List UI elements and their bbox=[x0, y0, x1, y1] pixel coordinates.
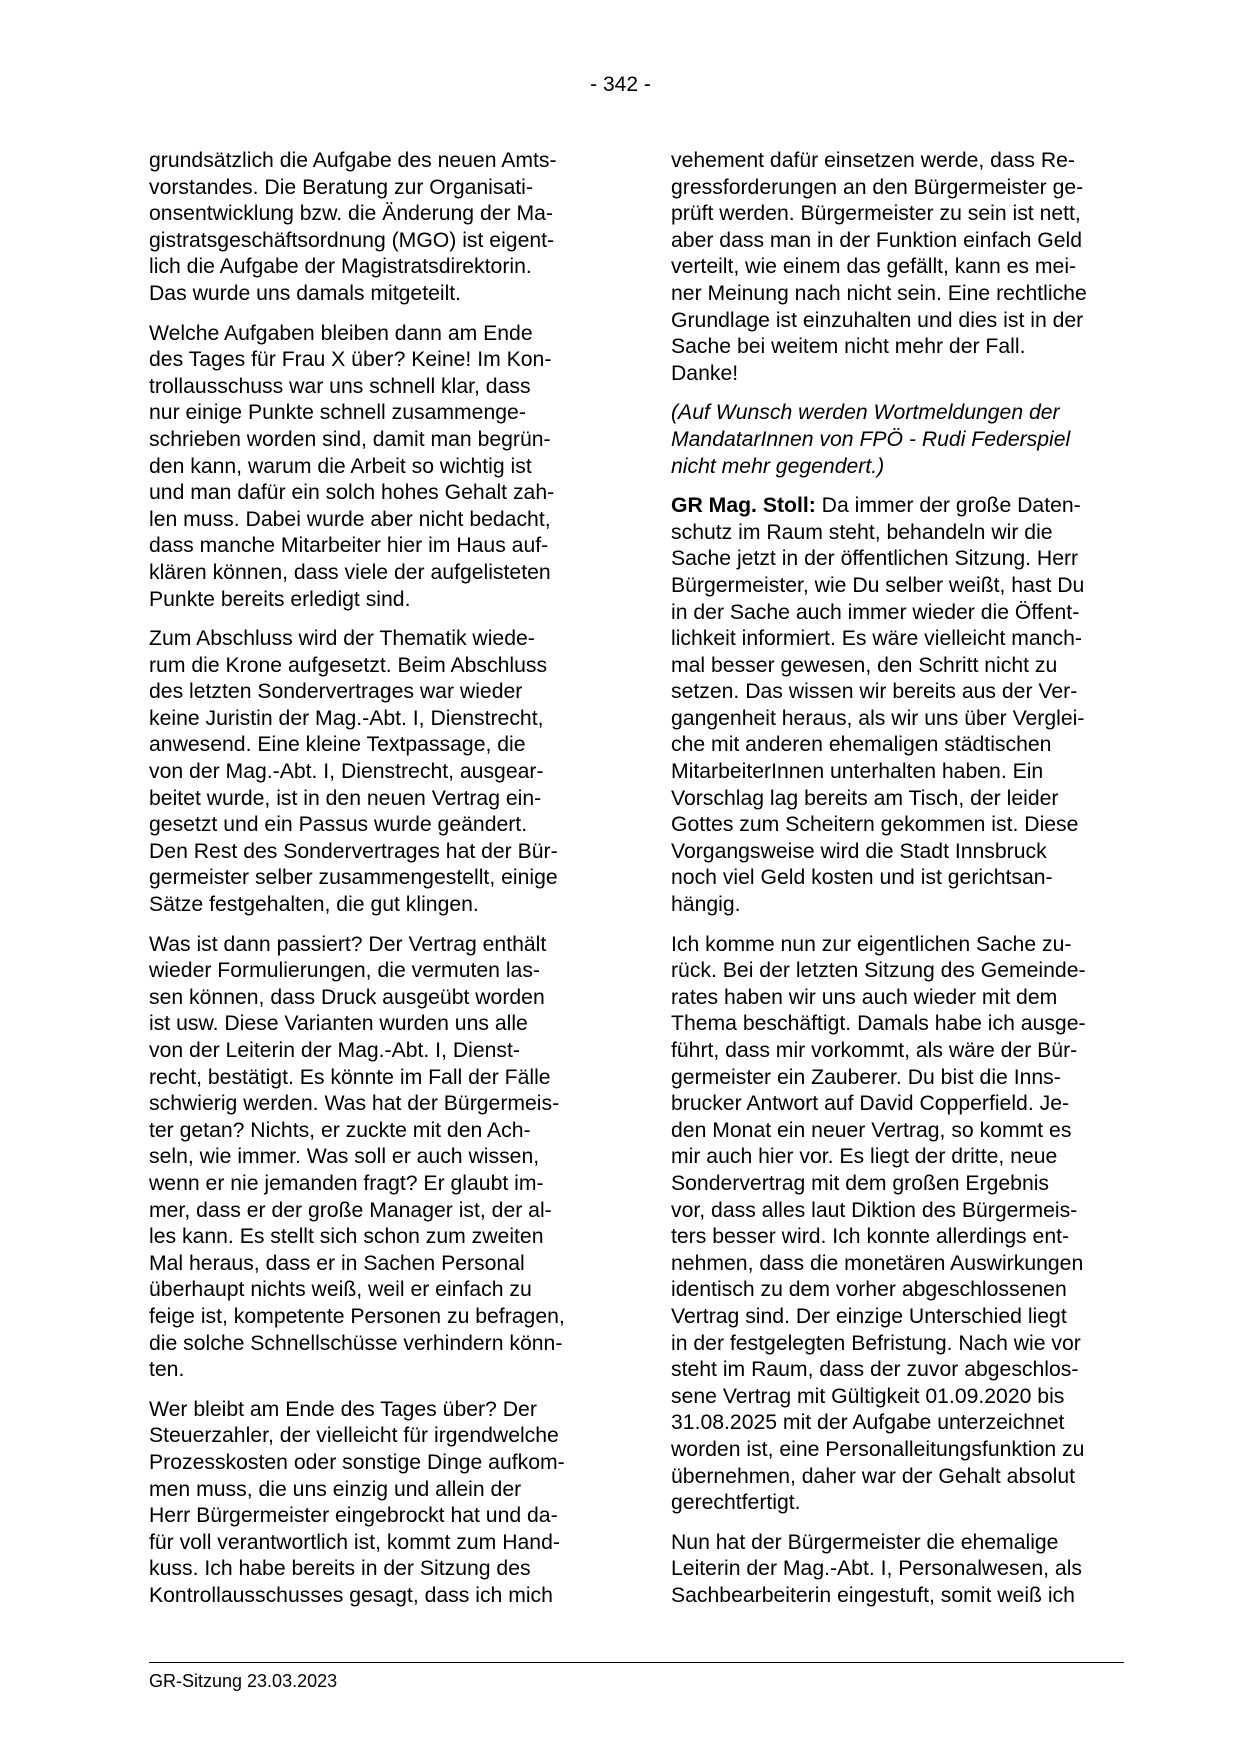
text-line: Grundlage ist einzuhalten und dies ist in der bbox=[671, 308, 1084, 332]
text-line: anwesend. Eine kleine Textpassage, die bbox=[149, 733, 526, 757]
text-line: beitet wurde, ist in den neuen Vertrag ein- bbox=[149, 786, 542, 810]
text-line: grundsätzlich die Aufgabe des neuen Amts- bbox=[149, 149, 557, 172]
text-line: sen können, dass Druck ausgeübt worden bbox=[149, 985, 545, 1009]
text-line: gistratsgeschäftsordnung (MGO) ist eigent- bbox=[149, 228, 555, 252]
text-line: übernehmen, daher war der Gehalt absolut bbox=[671, 1464, 1075, 1488]
speech-body bbox=[671, 520, 1119, 919]
text-line: mer, dass er der große Manager ist, der al- bbox=[149, 1198, 552, 1222]
text-line: führt, dass mir vorkommt, als wäre der Bür- bbox=[671, 1039, 1078, 1062]
text-line: den kann, warum die Arbeit so wichtig ist bbox=[149, 454, 532, 478]
text-line: Sätze festgehalten, die gut klingen. bbox=[149, 893, 479, 917]
text-line: ters besser wird. Ich konnte allerdings ent- bbox=[671, 1225, 1070, 1249]
paragraph bbox=[671, 1530, 1119, 1610]
text-line: che mit anderen ehemaligen städtischen bbox=[671, 733, 1052, 757]
text-line: Mal heraus, dass er in Sachen Personal bbox=[149, 1251, 525, 1275]
text-line: die solche Schnellschüsse verhindern könn- bbox=[149, 1331, 563, 1355]
text-line: überhaupt nichts weiß, weil er einfach zu bbox=[149, 1278, 532, 1302]
text-line: wieder Formulierungen, die vermuten las- bbox=[149, 959, 540, 983]
text-line: aber dass man in der Funktion einfach Geld bbox=[671, 228, 1083, 252]
text-line: Vorschlag lag bereits am Tisch, der leider bbox=[671, 786, 1059, 810]
text-line: gesetzt und ein Passus wurde geändert. bbox=[149, 813, 528, 837]
text-line: gangenheit heraus, als wir uns über Verglei- bbox=[671, 706, 1085, 730]
left-column bbox=[149, 148, 597, 1622]
text-line: setzen. Das wissen wir bereits aus der Ver- bbox=[671, 680, 1078, 704]
text-line: verteilt, wie einem das gefällt, kann es mei- bbox=[671, 255, 1077, 279]
text-line: Punkte bereits erledigt sind. bbox=[149, 587, 411, 611]
text-line: vorstandes. Die Beratung zur Organisati- bbox=[149, 175, 533, 199]
text-line: hängig. bbox=[671, 893, 741, 917]
text-line: Sachbearbeiterin eingestuft, somit weiß ich bbox=[671, 1583, 1075, 1607]
text-line: Herr Bürgermeister eingebrockt hat und da- bbox=[149, 1504, 558, 1528]
text-line: onsentwicklung bzw. die Änderung der Ma- bbox=[149, 202, 553, 226]
text-line: trollausschuss war uns schnell klar, dass bbox=[149, 374, 531, 398]
text-line: nehmen, dass die monetären Auswirkungen bbox=[671, 1251, 1084, 1275]
text-line: Bürgermeister, wie Du selber weißt, hast Du bbox=[671, 573, 1085, 597]
text-line: Sache jetzt in der öffentlichen Sitzung. Herr bbox=[671, 547, 1079, 571]
text-line: men muss, die uns einzig und allein der bbox=[149, 1477, 522, 1501]
text-line: mal besser gewesen, den Schritt nicht zu bbox=[671, 653, 1058, 677]
text-line: Steuerzahler, der vielleicht für irgendwelche bbox=[149, 1424, 559, 1448]
text-line: schwierig werden. Was hat der Bürgermeis- bbox=[149, 1092, 560, 1116]
text-line: rates haben wir uns auch wieder mit dem bbox=[671, 985, 1058, 1009]
text-line: mir auch hier vor. Es liegt der dritte, neue bbox=[671, 1145, 1058, 1169]
text-line: nicht mehr gegendert.) bbox=[671, 454, 885, 478]
text-line: Gottes zum Scheitern gekommen ist. Diese bbox=[671, 813, 1079, 837]
paragraph bbox=[671, 932, 1119, 1517]
paragraph bbox=[149, 321, 597, 614]
text-line: Was ist dann passiert? Der Vertrag enthält bbox=[149, 932, 547, 956]
text-line: ten. bbox=[149, 1358, 185, 1382]
text-line: dass manche Mitarbeiter hier im Haus auf- bbox=[149, 534, 549, 558]
text-line: Vertrag sind. Der einzige Unterschied liegt bbox=[671, 1304, 1067, 1328]
text-line: MandatarInnen von FPÖ - Rudi Federspiel bbox=[671, 427, 1071, 451]
text-line: Welche Aufgaben bleiben dann am Ende bbox=[149, 321, 533, 345]
page-number: - 342 - bbox=[590, 73, 651, 96]
text-line: lichkeit informiert. Es wäre vielleicht manch- bbox=[671, 627, 1082, 651]
text-line: germeister ein Zauberer. Du bist die Inns- bbox=[671, 1065, 1061, 1089]
text-line: Nun hat der Bürgermeister die ehemalige bbox=[671, 1530, 1059, 1554]
right-column bbox=[671, 148, 1119, 1622]
text-line: rum die Krone aufgesetzt. Beim Abschluss bbox=[149, 653, 548, 677]
text-line: schutz im Raum steht, behandeln wir die bbox=[671, 520, 1053, 544]
text-line: vor, dass alles laut Diktion des Bürgermeis- bbox=[671, 1198, 1078, 1222]
speech-paragraph bbox=[671, 493, 1119, 919]
text-line: identisch zu dem vorher abgeschlossenen bbox=[671, 1278, 1067, 1302]
text-line: klären können, dass viele der aufgelisteten bbox=[149, 560, 551, 584]
text-line: Wer bleibt am Ende des Tages über? Der bbox=[149, 1397, 537, 1421]
text-line: für voll verantwortlich ist, kommt zum Hand- bbox=[149, 1530, 560, 1554]
text-line: ner Meinung nach nicht sein. Eine rechtliche bbox=[671, 281, 1087, 305]
text-line: des letzten Sondervertrages war wieder bbox=[149, 680, 523, 704]
text-line: nur einige Punkte schnell zusammenge- bbox=[149, 401, 526, 425]
speaker-name: GR Mag. Stoll: bbox=[671, 494, 816, 518]
text-line: 31.08.2025 mit der Aufgabe unterzeichnet bbox=[671, 1411, 1065, 1435]
text-line: recht, bestätigt. Es könnte im Fall der Fälle bbox=[149, 1065, 551, 1089]
speech-first-line bbox=[671, 493, 1119, 520]
text-line: Den Rest des Sondervertrages hat der Bür- bbox=[149, 839, 558, 863]
text-line: ist usw. Diese Varianten wurden uns alle bbox=[149, 1012, 528, 1036]
text-line: keine Juristin der Mag.-Abt. I, Dienstrecht, bbox=[149, 706, 544, 730]
text-line: germeister selber zusammengestellt, einige bbox=[149, 866, 558, 890]
text-line: brucker Antwort auf David Copperfield. Je- bbox=[671, 1092, 1070, 1116]
text-line: (Auf Wunsch werden Wortmeldungen der bbox=[671, 401, 1060, 425]
paragraph bbox=[149, 148, 597, 308]
text-line: les kann. Es stellt sich schon zum zweiten bbox=[149, 1225, 544, 1249]
text-line: noch viel Geld kosten und ist gerichtsan- bbox=[671, 866, 1053, 890]
text-line: sene Vertrag mit Gültigkeit 01.09.2020 bis bbox=[671, 1384, 1065, 1408]
text-line: Sondervertrag mit dem großen Ergebnis bbox=[671, 1171, 1050, 1195]
text-line: Sache bei weitem nicht mehr der Fall. bbox=[671, 335, 1026, 359]
editorial-note bbox=[671, 400, 1119, 480]
text-line: von der Mag.-Abt. I, Dienstrecht, ausgear- bbox=[149, 760, 544, 784]
text-line: Das wurde uns damals mitgeteilt. bbox=[149, 281, 462, 305]
text-line: Danke! bbox=[671, 361, 739, 385]
text-line: Leiterin der Mag.-Abt. I, Personalwesen, als bbox=[671, 1557, 1083, 1581]
text-line: lich die Aufgabe der Magistratsdirektorin. bbox=[149, 255, 532, 279]
text-line: wenn er nie jemanden fragt? Er glaubt im- bbox=[149, 1171, 544, 1195]
text-line: MitarbeiterInnen unterhalten haben. Ein bbox=[671, 760, 1044, 784]
text-line: in der Sache auch immer wieder die Öffent- bbox=[671, 600, 1080, 624]
text-line: Ich komme nun zur eigentlichen Sache zu- bbox=[671, 932, 1072, 956]
text-line: vehement dafür einsetzen werde, dass Re- bbox=[671, 149, 1075, 172]
text-line: in der festgelegten Befristung. Nach wie vor bbox=[671, 1331, 1081, 1355]
footer-session-date: GR-Sitzung 23.03.2023 bbox=[149, 1671, 338, 1691]
text-line: den Monat ein neuer Vertrag, so kommt es bbox=[671, 1118, 1072, 1142]
text-line: Vorgangsweise wird die Stadt Innsbruck bbox=[671, 839, 1047, 863]
text-line: rück. Bei der letzten Sitzung des Gemeinde- bbox=[671, 959, 1086, 983]
text-line: kuss. Ich habe bereits in der Sitzung des bbox=[149, 1557, 531, 1581]
text-line: len muss. Dabei wurde aber nicht bedacht, bbox=[149, 507, 551, 531]
paragraph bbox=[149, 1397, 597, 1610]
text-line: Zum Abschluss wird der Thematik wiede- bbox=[149, 627, 535, 651]
text-line: prüft werden. Bürgermeister zu sein ist nett, bbox=[671, 202, 1081, 226]
text-line: feige ist, kompetente Personen zu befragen, bbox=[149, 1304, 565, 1328]
text-line: von der Leiterin der Mag.-Abt. I, Dienst- bbox=[149, 1039, 520, 1062]
text-line: seln, wie immer. Was soll er auch wissen, bbox=[149, 1145, 540, 1169]
text-line: und man dafür ein solch hohes Gehalt zah- bbox=[149, 481, 555, 505]
text-line: schrieben worden sind, damit man begrün- bbox=[149, 427, 551, 451]
paragraph bbox=[671, 148, 1119, 387]
paragraph bbox=[149, 626, 597, 919]
text-line: steht im Raum, dass der zuvor abgeschlos- bbox=[671, 1358, 1079, 1382]
text-line: ter getan? Nichts, er zuckte mit den Ach- bbox=[149, 1118, 531, 1142]
text-line: Prozesskosten oder sonstige Dinge aufkom- bbox=[149, 1450, 565, 1474]
paragraph bbox=[149, 932, 597, 1384]
text-line: gressforderungen an den Bürgermeister ge- bbox=[671, 175, 1084, 199]
text-line: des Tages für Frau X über? Keine! Im Kon- bbox=[149, 348, 552, 372]
text-line: gerechtfertigt. bbox=[671, 1491, 801, 1515]
text-line: worden ist, eine Personalleitungsfunktion zu bbox=[671, 1437, 1085, 1461]
text-line: Thema beschäftigt. Damals habe ich ausge- bbox=[671, 1012, 1086, 1036]
speech-first-line-text: Da immer der große Daten- bbox=[815, 494, 1081, 518]
text-line: Kontrollausschusses gesagt, dass ich mich bbox=[149, 1583, 553, 1607]
footer-divider bbox=[149, 1662, 1124, 1663]
